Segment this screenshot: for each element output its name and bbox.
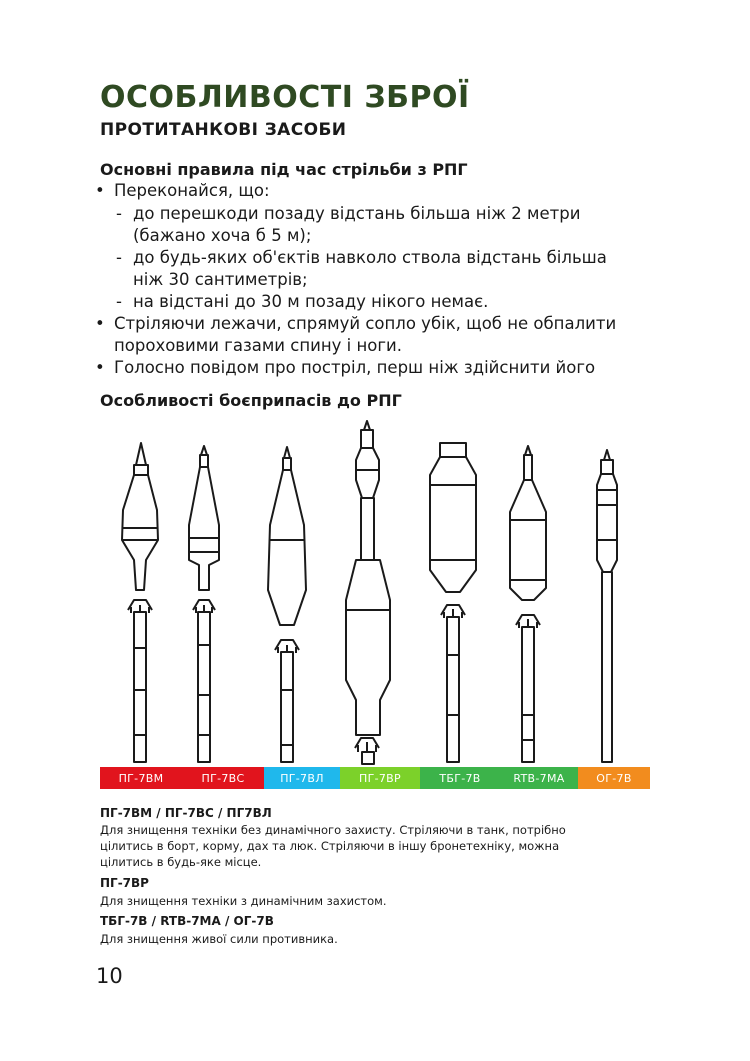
legend-segment: ПГ-7ВМ (100, 767, 182, 789)
legend-segment: ПГ-7ВС (182, 767, 264, 789)
rule-dash-2-line-2: ніж 30 сантиметрів; (133, 270, 308, 289)
legend-segment: ОГ-7В (578, 767, 650, 789)
bullet-marker: • (95, 181, 105, 200)
legend-segment: ПГ-7ВР (340, 767, 420, 789)
pg-7vm-round-drawing (122, 443, 158, 762)
pg-7vs-round-drawing (189, 446, 219, 762)
desc-heading-3: ТБГ-7В / RTB-7MA / ОГ-7В (100, 914, 274, 928)
rtb-7ma-round-drawing (510, 446, 546, 762)
page-number: 10 (96, 964, 123, 988)
desc-text-1-line-3: цілитись в будь-яке місце. (100, 855, 262, 869)
desc-text-1-line-2: цілитись в борт, корму, дах та люк. Стріляючи в іншу бронетехніку, можна (100, 839, 560, 853)
rule-bullet-1: Переконайся, що: (114, 181, 270, 200)
dash-marker: - (116, 248, 122, 267)
desc-text-2: Для знищення техніки з динамічним захистом. (100, 894, 387, 908)
bullet-marker: • (95, 358, 105, 377)
rule-bullet-2-line-1: Стріляючи лежачи, спрямуй сопло убік, щоб не обпалити (114, 314, 617, 333)
legend-segment: ПГ-7ВЛ (264, 767, 340, 789)
rule-dash-1-line-2: (бажано хоча б 5 м); (133, 226, 312, 245)
rule-dash-1-line-1: до перешкоди позаду відстань більша ніж 2 метри (133, 204, 581, 223)
desc-heading-1: ПГ-7ВМ / ПГ-7ВС / ПГ7ВЛ (100, 806, 272, 820)
rule-bullet-2-line-2: пороховими газами спину і ноги. (114, 336, 402, 355)
tbg-7v-round-drawing (430, 443, 476, 762)
page-subtitle: ПРОТИТАНКОВІ ЗАСОБИ (100, 120, 347, 140)
rule-dash-3: на відстані до 30 м позаду нікого немає. (133, 292, 489, 311)
ammo-color-legend (100, 767, 650, 789)
rule-dash-2-line-1: до будь-яких об'єктів навколо ствола відстань більша (133, 248, 607, 267)
rule-bullet-3: Голосно повідом про постріл, перш ніж здійснити його (114, 358, 596, 377)
dash-marker: - (116, 204, 122, 223)
desc-text-1-line-1: Для знищення техніки без динамічного захисту. Стріляючи в танк, потрібно (100, 823, 566, 837)
ammo-heading: Особливості боєприпасів до РПГ (100, 391, 402, 410)
pg-7vr-round-drawing (346, 421, 390, 764)
page-title: ОСОБЛИВОСТІ ЗБРОЇ (100, 80, 470, 115)
legend-segment: ТБГ-7В (420, 767, 500, 789)
og-7v-round-drawing (597, 450, 617, 762)
dash-marker: - (116, 292, 122, 311)
rules-heading: Основні правила під час стрільби з РПГ (100, 160, 468, 179)
pg-7vl-round-drawing (268, 447, 306, 762)
desc-heading-2: ПГ-7ВР (100, 876, 149, 890)
bullet-marker: • (95, 314, 105, 333)
legend-segment: RTB-7MA (500, 767, 578, 789)
desc-text-3: Для знищення живої сили противника. (100, 932, 338, 946)
